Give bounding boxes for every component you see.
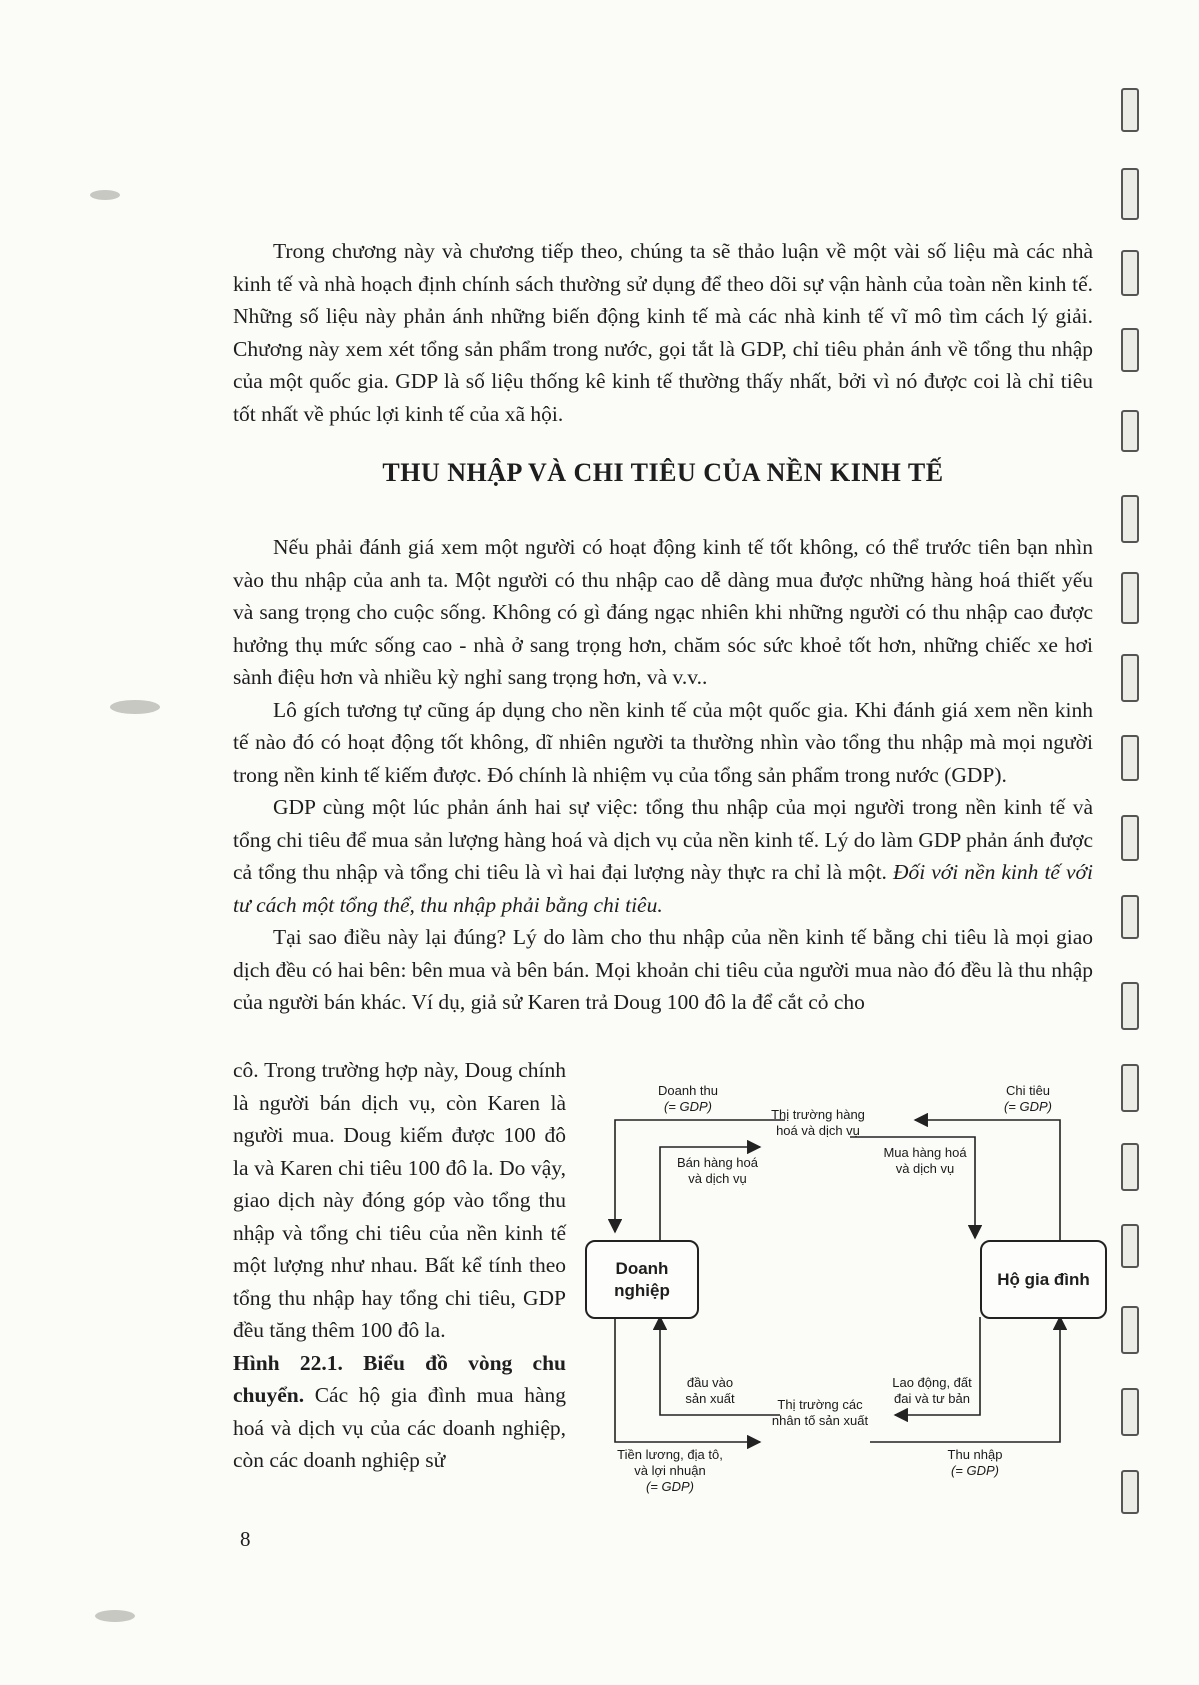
- scan-speck: [95, 1610, 135, 1622]
- label-income: [930, 1447, 1020, 1479]
- label-buy-goods-line2: và dịch vụ: [895, 1161, 955, 1176]
- label-wages-line2: và lợi nhuận: [634, 1463, 706, 1478]
- binding-mark: [1121, 168, 1139, 220]
- scan-speck: [110, 700, 160, 714]
- paragraph-logic: Lô gích tương tự cũng áp dụng cho nền kinh tế của một quốc gia. Khi đánh giá xem nền kinh tế nào đó có hoạt động tốt không, dĩ nhiên người ta thường nhìn vào tổng thu nhập mà mọi người trong nền kinh tế kiếm được. Đó chính là nhiệm vụ của tổng sản phẩm trong nước (GDP).: [233, 697, 1093, 787]
- label-wages-gdp: (= GDP): [645, 1479, 695, 1494]
- label-inputs-line2: sản xuất: [685, 1391, 735, 1406]
- label-sell-goods-line2: và dịch vụ: [688, 1171, 747, 1186]
- binding-mark: [1121, 572, 1139, 624]
- column-text: [233, 1054, 566, 1477]
- binding-mark: [1121, 1470, 1139, 1514]
- label-revenue: [643, 1083, 733, 1115]
- intro-paragraph: Trong chương này và chương tiếp theo, chúng ta sẽ thảo luận về một vài số liệu mà các nhà kinh tế và nhà hoạch định chính sách thường sử dụng để theo dõi sự vận hành của toàn nền kinh tế. Những số liệu này phản ánh những biến động kinh tế mà các nhà kinh tế vĩ mô tìm cách lý giải. Chương này xem xét tổng sản phẩm trong nước, gọi tắt là GDP, chỉ tiêu phản ánh về tổng thu nhập của một quốc gia. GDP là số liệu thống kê kinh tế thường thấy nhất, bởi vì nó được coi là chỉ tiêu tốt nhất về phúc lợi kinh tế của xã hội.: [233, 239, 1093, 426]
- label-goods-market: [763, 1107, 873, 1139]
- binding-mark: [1121, 410, 1139, 452]
- label-goods-market-line2: hoá và dịch vụ: [776, 1123, 860, 1138]
- binding-mark: [1121, 1224, 1139, 1268]
- paragraph-gdp: [233, 791, 1093, 921]
- figure-caption-label: Hình 22.1. Biểu đồ vòng chu chuyển.: [233, 1350, 566, 1407]
- paragraph-why: Tại sao điều này lại đúng? Lý do làm cho thu nhập của nền kinh tế bằng chi tiêu là mọi giao dịch đều có hai bên: bên mua và bên bán. Mọi khoản chi tiêu của người mua nào đó đều là thu nhập của người bán khác. Ví dụ, giả sử Karen trả Doug 100 đô la để cắt cỏ cho: [233, 925, 1093, 1014]
- column-paragraph: cô. Trong trường hợp này, Doug chính là người bán dịch vụ, còn Karen là người mua. Doug kiếm được 100 đô la và Karen chi tiêu 100 đô la. Do vậy, giao dịch này đóng góp vào tổng thu nhập và tổng chi tiêu của nền kinh tế một lượng như nhau. Bất kể tính theo tổng thu nhập hay tổng chi tiêu, GDP đều tăng thêm 100 đô la.: [233, 1058, 566, 1342]
- binding-mark: [1121, 735, 1139, 781]
- binding-mark: [1121, 815, 1139, 861]
- binding-mark: [1121, 982, 1139, 1030]
- label-factor-market-line1: Thị trường các: [777, 1397, 863, 1412]
- label-sell-goods-line1: Bán hàng hoá: [677, 1155, 758, 1170]
- section-title: THU NHẬP VÀ CHI TIÊU CỦA NỀN KINH TẾ: [382, 458, 944, 487]
- binding-mark: [1121, 1143, 1139, 1191]
- label-factors-line2: đai và tư bản: [894, 1391, 970, 1406]
- label-spending: [983, 1083, 1073, 1115]
- binding-mark: [1121, 250, 1139, 296]
- label-spending-text: Chi tiêu: [1005, 1083, 1051, 1098]
- label-wages-line1: Tiền lương, địa tô,: [617, 1447, 723, 1462]
- circular-flow-diagram: [585, 1075, 1105, 1495]
- label-goods-market-line1: Thị trường hàng: [771, 1107, 865, 1122]
- scan-speck: [90, 190, 120, 200]
- label-buy-goods-line1: Mua hàng hoá: [883, 1145, 967, 1160]
- binding-mark: [1121, 88, 1139, 132]
- label-factor-market: [760, 1397, 880, 1429]
- label-factor-market-line2: nhân tố sản xuất: [771, 1413, 869, 1428]
- binding-mark: [1121, 1064, 1139, 1112]
- label-sell-goods: [665, 1155, 770, 1187]
- label-buy-goods: [875, 1145, 975, 1177]
- binding-mark: [1121, 1306, 1139, 1354]
- binding-mark: [1121, 895, 1139, 939]
- label-factors: [882, 1375, 982, 1407]
- households-box: Hộ gia đình: [980, 1240, 1107, 1319]
- label-revenue-text: Doanh thu: [658, 1083, 718, 1098]
- main-text: [233, 531, 1093, 1019]
- label-income-gdp: (= GDP): [950, 1463, 1000, 1478]
- label-revenue-gdp: (= GDP): [663, 1099, 713, 1114]
- arrow-spending: [915, 1120, 1060, 1243]
- figure-caption: [233, 1347, 566, 1477]
- label-spending-gdp: (= GDP): [1003, 1099, 1053, 1114]
- label-factors-line1: Lao động, đất: [892, 1375, 972, 1390]
- figure-caption-text: Các hộ gia đình mua hàng hoá và dịch vụ của các doanh nghiệp, còn các doanh nghiệp sử: [233, 1383, 567, 1472]
- label-inputs: [665, 1375, 755, 1407]
- binding-mark: [1121, 1388, 1139, 1436]
- paragraph-income: Nếu phải đánh giá xem một người có hoạt động kinh tế tốt không, có thể trước tiên bạn nhìn vào thu nhập của anh ta. Một người có thu nhập cao dễ dàng mua được những hàng hoá thiết yếu và sang trọng cho cuộc sống. Không có gì đáng ngạc nhiên khi những người có thu nhập cao được hưởng thụ mức sống cao - nhà ở sang trọng hơn, chăm sóc sức khoẻ tốt hơn, những chiếc xe hơi sành điệu hơn và nhiều kỳ nghỉ sang trọng hơn, và v.v..: [233, 535, 1093, 689]
- firms-box: Doanh nghiệp: [585, 1240, 699, 1319]
- intro-block: [233, 235, 1093, 430]
- paragraph-gdp-emphasis: Đối với nền kinh tế với tư cách một tổng thể, thu nhập phải bằng chi tiêu.: [233, 860, 1093, 917]
- binding-mark: [1121, 328, 1139, 372]
- label-wages: [605, 1447, 735, 1495]
- label-income-text: Thu nhập: [947, 1447, 1003, 1462]
- label-inputs-line1: đầu vào: [686, 1375, 734, 1390]
- binding-mark: [1121, 654, 1139, 702]
- paragraph-gdp-text: GDP cùng một lúc phản ánh hai sự việc: tổng thu nhập của mọi người trong nền kinh tế và tổng chi tiêu để mua sản lượng hàng hoá và dịch vụ của nền kinh tế. Lý do làm GDP phản ánh được cả tổng thu nhập và tổng chi tiêu là vì hai đại lượng này thực ra chỉ là một.: [233, 795, 1093, 884]
- page-number: 8: [240, 1527, 251, 1551]
- binding-mark: [1121, 495, 1139, 543]
